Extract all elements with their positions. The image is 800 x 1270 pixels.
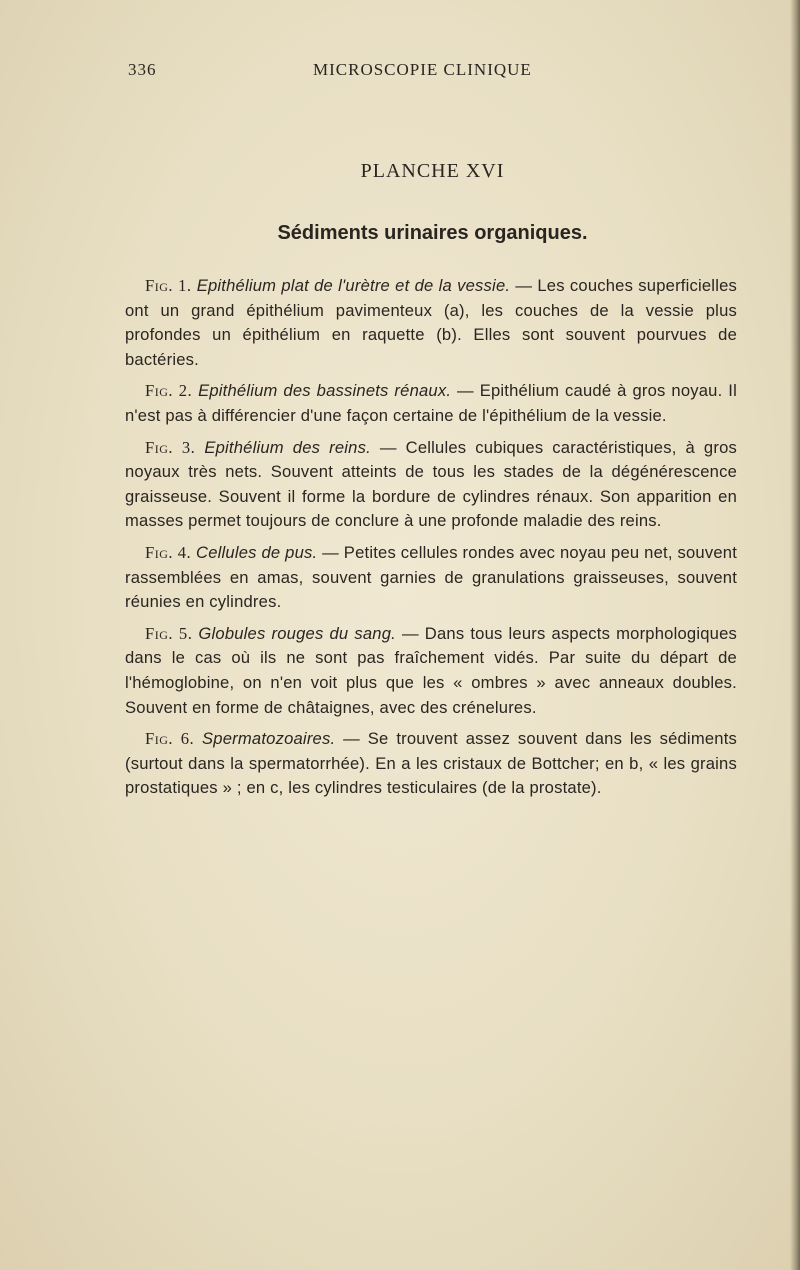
figure-paragraph-4	[125, 541, 737, 615]
figure-title: Epithélium des bassinets rénaux.	[198, 381, 452, 401]
figure-paragraph-5	[125, 622, 737, 720]
running-head	[128, 60, 738, 84]
figure-paragraph-2	[125, 379, 737, 428]
figure-title: Cellules de pus.	[196, 542, 318, 562]
figure-title: Epithélium plat de l'urètre et de la vessie.	[196, 276, 511, 295]
plate-subtitle: Sédiments urinaires organiques.	[277, 222, 588, 244]
figure-label: Fig. 6.	[145, 729, 195, 749]
figure-label: Fig. 4.	[145, 542, 192, 562]
figure-paragraph-6	[125, 727, 737, 801]
figure-text: — Epithélium caudé à gros noyau. Il n'est pas à différencier d'une façon certaine de l'épithélium de la vessie.	[125, 381, 737, 425]
figure-text: — Se trouvent assez souvent dans les sédiments (surtout dans la spermatorrhée). En a les cristaux de Bottcher; en b, « les grains prostatiques » ; en c, les cylindres testiculaires (de la prostate).	[125, 729, 738, 798]
page-edge-shadow	[790, 0, 800, 1270]
figure-label: Fig. 1.	[145, 276, 192, 295]
running-title: MICROSCOPIE CLINIQUE	[313, 60, 532, 79]
page-number: 336	[128, 60, 157, 79]
figure-title: Epithélium des reins.	[204, 437, 371, 457]
figure-label: Fig. 2.	[145, 381, 193, 401]
figure-paragraph-1	[125, 274, 737, 372]
plate-title: PLANCHE XVI	[360, 160, 505, 182]
figure-label: Fig. 5.	[145, 623, 193, 643]
figure-descriptions	[125, 274, 737, 808]
figure-label: Fig. 3.	[145, 437, 196, 457]
figure-text: — Dans tous leurs aspects morphologiques dans le cas où ils ne sont pas fraîchement vidés. Par suite du départ de l'hémoglobine, on n'en voit plus que les « ombres » avec anneaux doubles. Souvent en forme de châtaignes, avec des crénelures.	[125, 623, 737, 717]
figure-paragraph-3	[125, 436, 737, 534]
figure-text: — Les couches superficielles ont un grand épithélium pavimenteux (a), les couches de la vessie plus profondes un épithélium en raquette (b). Elles sont souvent pourvues de bactéries.	[125, 276, 738, 369]
figure-title: Globules rouges du sang.	[198, 623, 396, 643]
figure-title: Spermatozoaires.	[202, 729, 336, 749]
figure-text: — Petites cellules rondes avec noyau peu net, souvent rassemblées en amas, souvent garnies de granulations graisseuses, souvent réunies en cylindres.	[125, 542, 738, 612]
figure-text: — Cellules cubiques caractéristiques, à gros noyaux très nets. Souvent atteints de tous les stades de la dégénérescence graisseuse. Souvent il forme la bordure de cylindres rénaux. Son apparition en masses permet toujours de conclure à une profonde maladie des reins.	[125, 437, 738, 531]
